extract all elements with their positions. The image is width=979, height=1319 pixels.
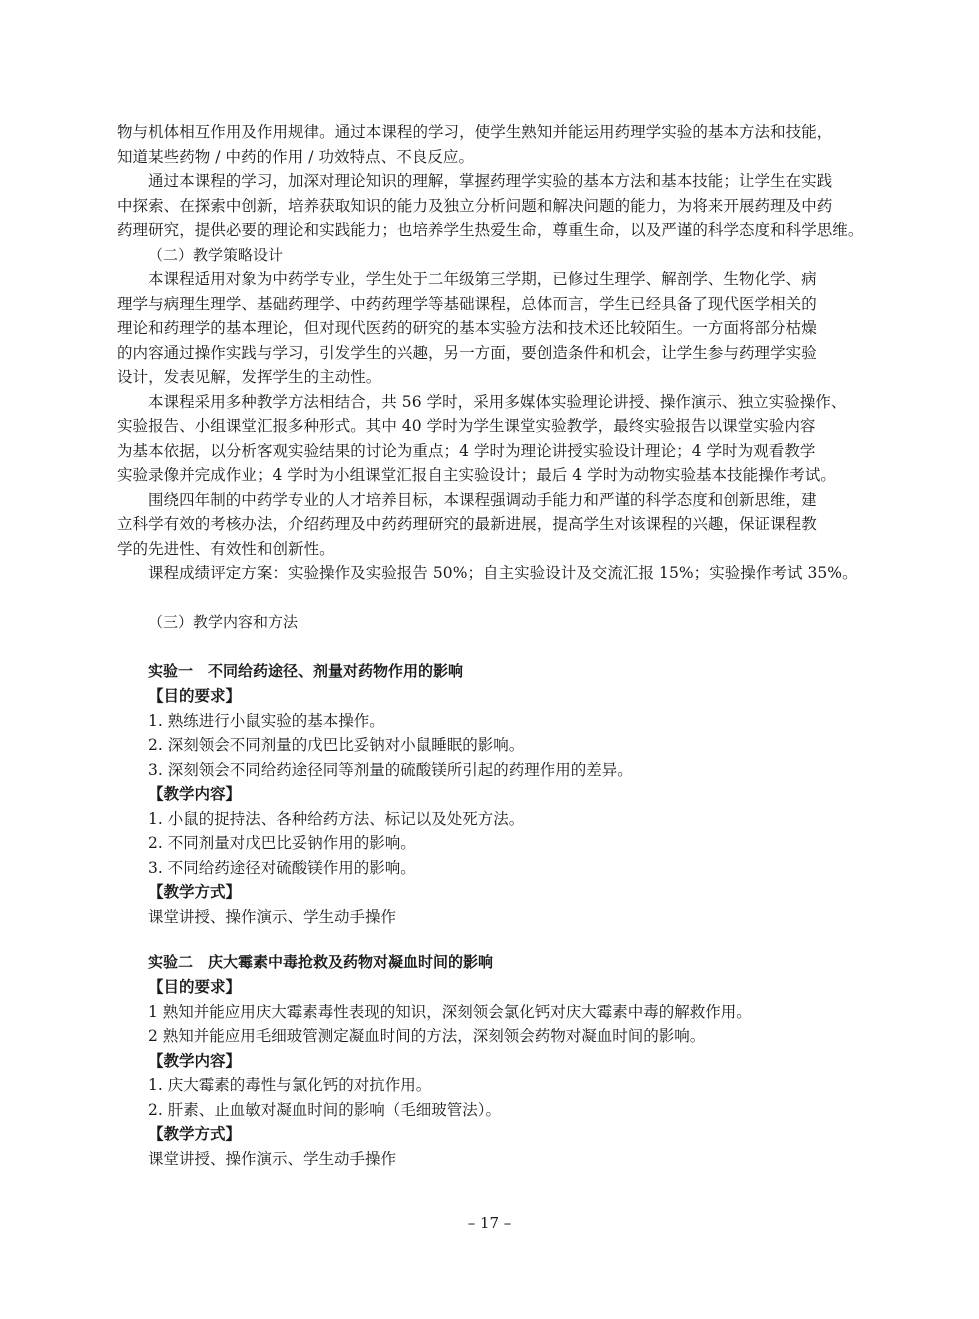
- spacer: [117, 634, 877, 658]
- experiment-1-method: 课堂讲授、操作演示、学生动手操作: [148, 907, 397, 926]
- page-number: – 17 –: [467, 1214, 512, 1232]
- experiment-1-goal-item: 2. 深刻领会不同剂量的戊巴比妥钠对小鼠睡眠的影响。: [148, 736, 525, 754]
- experiment-1-goal-label: 【目的要求】: [148, 686, 242, 705]
- grading-scheme: 课程成绩评定方案：实验操作及实验报告 50%；自主实验设计及交流汇报 15%；实验操作考试 35%。: [148, 564, 858, 582]
- strategy-heading: （二）教学策略设计: [148, 245, 284, 264]
- strategy-paragraph-2-line: 本课程采用多种教学方法相结合，共 56 学时，采用多媒体实验理论讲授、操作演示、独立实验操作、: [148, 392, 847, 411]
- experiment-1-title: 实验一 不同给药途径、剂量对药物作用的影响: [148, 662, 464, 680]
- intro-paragraph-1-line: 知道某些药物 / 中药的作用 / 功效特点、不良反应。: [117, 147, 475, 166]
- experiment-1-content-label: 【教学内容】: [148, 784, 242, 803]
- strategy-paragraph-2-line: 实验报告、小组课堂汇报多种形式。其中 40 学时为学生课堂实验教学，最终实验报告以课堂实验内容: [117, 417, 816, 435]
- experiment-2-content-label: 【教学内容】: [148, 1050, 242, 1070]
- strategy-paragraph-1-line: 理论和药理学的基本理论，但对现代医药的研究的基本实验方法和技术还比较陌生。一方面将部分枯燥: [117, 319, 817, 337]
- experiment-1-content-item: 2. 不同剂量对戊巴比妥钠作用的影响。: [148, 834, 416, 852]
- strategy-paragraph-3-line: 立科学有效的考核办法，介绍药理及中药药理研究的最新进展，提高学生对该课程的兴趣，保证课程教: [117, 515, 817, 533]
- intro-paragraph-2-line: 通过本课程的学习，加深对理论知识的理解，掌握药理学实验的基本方法和基本技能；让学生在实践: [148, 172, 833, 190]
- experiment-2-method-label: 【教学方式】: [148, 1124, 242, 1143]
- experiment-1-goal-item: 3. 深刻领会不同给药途径同等剂量的硫酸镁所引起的药理作用的差异。: [148, 760, 633, 779]
- strategy-paragraph-2-line: 实验录像并完成作业；4 学时为小组课堂汇报自主实验设计；最后 4 学时为动物实验基本技能操作考试。: [117, 466, 836, 484]
- strategy-paragraph-1-line: 设计，发表见解，发挥学生的主动性。: [117, 368, 382, 386]
- experiment-2-content-item: 1. 庆大霉素的毒性与氯化钙的对抗作用。: [148, 1076, 432, 1094]
- strategy-paragraph-1-line: 理学与病理生理学、基础药理学、中药药理学等基础课程，总体而言，学生已经具备了现代医学相关的: [117, 294, 817, 313]
- spacer: [117, 586, 877, 610]
- strategy-paragraph-1-line: 本课程适用对象为中药学专业，学生处于二年级第三学期，已修过生理学、解剖学、生物化学、病: [148, 270, 817, 288]
- experiment-2-goal-label: 【目的要求】: [148, 977, 242, 996]
- experiment-1-goal-item: 1. 熟练进行小鼠实验的基本操作。: [148, 711, 385, 730]
- content-heading: （三）教学内容和方法: [148, 612, 299, 631]
- intro-paragraph-1-line: 物与机体相互作用及作用规律。通过本课程的学习，使学生熟知并能运用药理学实验的基本方法和技能，: [117, 123, 833, 141]
- spacer: [117, 929, 877, 949]
- experiment-2-method: 课堂讲授、操作演示、学生动手操作: [148, 1149, 397, 1168]
- experiment-1-method-label: 【教学方式】: [148, 882, 242, 901]
- experiment-2-content-item: 2. 肝素、止血敏对凝血时间的影响（毛细玻管法）。: [148, 1100, 501, 1119]
- intro-paragraph-2-line: 中探索、在探索中创新，培养获取知识的能力及独立分析问题和解决问题的能力，为将来开展药理及中药: [117, 196, 833, 215]
- strategy-paragraph-3-line: 围绕四年制的中药学专业的人才培养目标，本课程强调动手能力和严谨的科学态度和创新思维，建: [148, 490, 817, 509]
- strategy-paragraph-2-line: 为基本依据，以分析客观实验结果的讨论为重点；4 学时为理论讲授实验设计理论；4 学时为观看教学: [117, 441, 816, 460]
- page-body: [117, 120, 877, 1171]
- strategy-paragraph-3-line: 学的先进性、有效性和创新性。: [117, 539, 335, 558]
- experiment-2-goal-item: 1 熟知并能应用庆大霉素毒性表现的知识，深刻领会氯化钙对庆大霉素中毒的解救作用。: [148, 1002, 752, 1021]
- intro-paragraph-2-line: 药理研究，提供必要的理论和实践能力；也培养学生热爱生命，尊重生命，以及严谨的科学态度和科学思维。: [117, 221, 864, 239]
- experiment-2-title: 实验二 庆大霉素中毒抢救及药物对凝血时间的影响: [148, 953, 494, 971]
- experiment-1-content-item: 1. 小鼠的捉持法、各种给药方法、标记以及处死方法。: [148, 809, 525, 828]
- experiment-1-content-item: 3. 不同给药途径对硫酸镁作用的影响。: [148, 858, 416, 877]
- strategy-paragraph-1-line: 的内容通过操作实践与学习，引发学生的兴趣，另一方面，要创造条件和机会，让学生参与药理学实验: [117, 343, 817, 362]
- experiment-2-goal-item: 2 熟知并能应用毛细玻管测定凝血时间的方法，深刻领会药物对凝血时间的影响。: [148, 1027, 706, 1045]
